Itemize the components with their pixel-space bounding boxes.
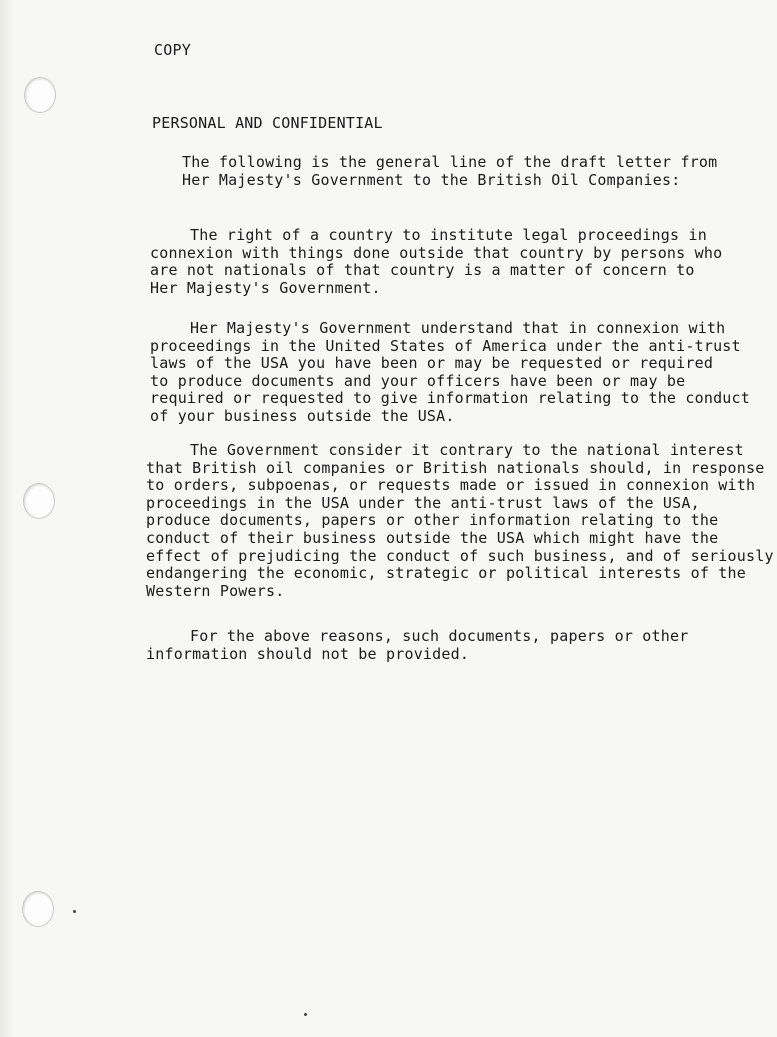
punch-hole-middle	[23, 483, 55, 519]
paragraph-line: The right of a country to institute legal proceedings in	[190, 226, 707, 244]
paragraph-line: effect of prejudicing the conduct of such business, and of seriously	[146, 546, 774, 565]
paragraph-line: produce documents, papers or other information relating to the	[146, 511, 719, 530]
paragraph-line: conduct of their business outside the USA which might have the	[146, 528, 719, 547]
paragraph-line: are not nationals of that country is a matter of concern to	[150, 261, 695, 280]
paragraph-line: connexion with things done outside that country by persons who	[150, 243, 723, 262]
intro-line: The following is the general line of the draft letter from	[182, 153, 718, 171]
paragraph-line: proceedings in the United States of America under the anti-trust	[150, 336, 741, 355]
paragraph-line: information should not be provided.	[146, 644, 470, 663]
paper-speck	[73, 910, 76, 913]
paper-speck	[304, 1013, 307, 1016]
paragraph-line: Her Majesty's Government.	[150, 278, 381, 297]
punch-hole-bottom	[22, 891, 54, 927]
paragraph-conclusion	[146, 627, 688, 662]
paragraph-line: For the above reasons, such documents, papers or other	[190, 627, 689, 645]
paragraph-line: proceedings in the USA under the anti-trust laws of the USA,	[146, 493, 700, 512]
paragraph-line: The Government consider it contrary to the national interest	[190, 441, 744, 459]
paragraph-line: Western Powers.	[146, 581, 285, 600]
paragraph-line: that British oil companies or British nationals should, in response	[146, 458, 765, 477]
paragraph-line: laws of the USA you have been or may be requested or required	[150, 354, 714, 373]
page-edge-shadow	[0, 0, 14, 1037]
intro-paragraph	[182, 153, 717, 188]
paragraph-line: of your business outside the USA.	[150, 406, 455, 425]
paragraph-line: to produce documents and your officers have been or may be	[150, 371, 686, 390]
classification-heading: PERSONAL AND CONFIDENTIAL	[152, 114, 383, 132]
punch-hole-top	[24, 77, 56, 113]
intro-line: Her Majesty's Government to the British Oil Companies:	[182, 170, 681, 189]
paragraph-line: required or requested to give information relating to the conduct	[150, 389, 750, 408]
paragraph-anti-trust-requests	[150, 319, 750, 425]
paragraph-line: Her Majesty's Government understand that in connexion with	[190, 319, 726, 337]
paragraph-national-interest	[146, 441, 774, 599]
paragraph-legal-proceedings	[150, 226, 722, 296]
copy-label: COPY	[154, 41, 191, 59]
paragraph-line: endangering the economic, strategic or political interests of the	[146, 564, 746, 583]
paragraph-line: to orders, subpoenas, or requests made or issued in connexion with	[146, 476, 756, 495]
